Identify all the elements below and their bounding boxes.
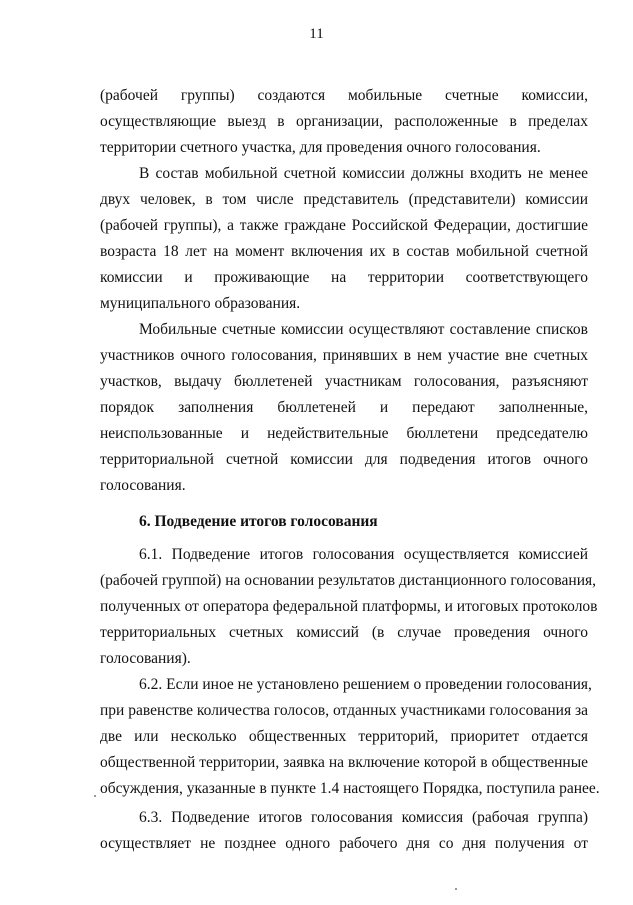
text-line: голосования. [100, 477, 186, 494]
text-line: осуществляет не позднее одного рабочего дня со дня получения от [100, 835, 588, 852]
text-line: общественной территории, заявка на включение которой в общественные [100, 754, 588, 771]
text-line: 6.1. Подведение итогов голосования осуществляется комиссией [139, 546, 588, 563]
text-line: голосования). [100, 650, 191, 667]
text-line: неиспользованные и недействительные бюллетени председателю [100, 425, 588, 442]
text-line: (рабочей группы), а также граждане Российской Федерации, достигшие [100, 217, 588, 234]
page-number: 11 [309, 26, 324, 42]
text-line: участников очного голосования, принявших в нем участие вне счетных [100, 347, 588, 364]
scan-speck [455, 888, 457, 890]
text-line: (рабочей группой) на основании результатов дистанционного голосования, [100, 572, 596, 589]
text-line: осуществляющие выезд в организации, расположенные в пределах [100, 113, 588, 130]
text-line: порядок заполнения бюллетеней и передают заполненные, [100, 399, 588, 416]
text-line: при равенстве количества голосов, отданных участниками голосования за [100, 702, 588, 719]
text-line: обсуждения, указанные в пункте 1.4 настоящего Порядка, поступила ранее. [100, 780, 600, 797]
text-line: возраста 18 лет на момент включения их в состав мобильной счетной [100, 243, 588, 260]
section-heading: 6. Подведение итогов голосования [139, 513, 378, 530]
text-line: полученных от оператора федеральной платформы, и итоговых протоколов [100, 598, 598, 615]
text-line: (рабочей группы) создаются мобильные счетные комиссии, [100, 87, 588, 104]
text-line: территориальных счетных комиссий (в случае проведения очного [100, 624, 588, 641]
text-line: территории счетного участка, для проведения очного голосования. [100, 139, 541, 156]
text-line: 6.2. Если иное не установлено решением о проведении голосования, [139, 676, 592, 693]
text-line: Мобильные счетные комиссии осуществляют составление списков [139, 321, 588, 338]
text-line: муниципального образования. [100, 295, 301, 312]
text-line: В состав мобильной счетной комиссии должны входить не менее [139, 165, 588, 182]
text-line: две или несколько общественных территорий, приоритет отдается [100, 728, 588, 745]
text-line: участков, выдачу бюллетеней участникам голосования, разъясняют [100, 373, 588, 390]
text-line: 6.3. Подведение итогов голосования комиссия (рабочая группа) [139, 809, 588, 826]
text-line: двух человек, в том числе представитель (представители) комиссии [100, 191, 588, 208]
scan-speck [94, 795, 96, 797]
text-line: комиссии и проживающие на территории соответствующего [100, 269, 588, 286]
text-line: территориальной счетной комиссии для подведения итогов очного [100, 451, 588, 468]
